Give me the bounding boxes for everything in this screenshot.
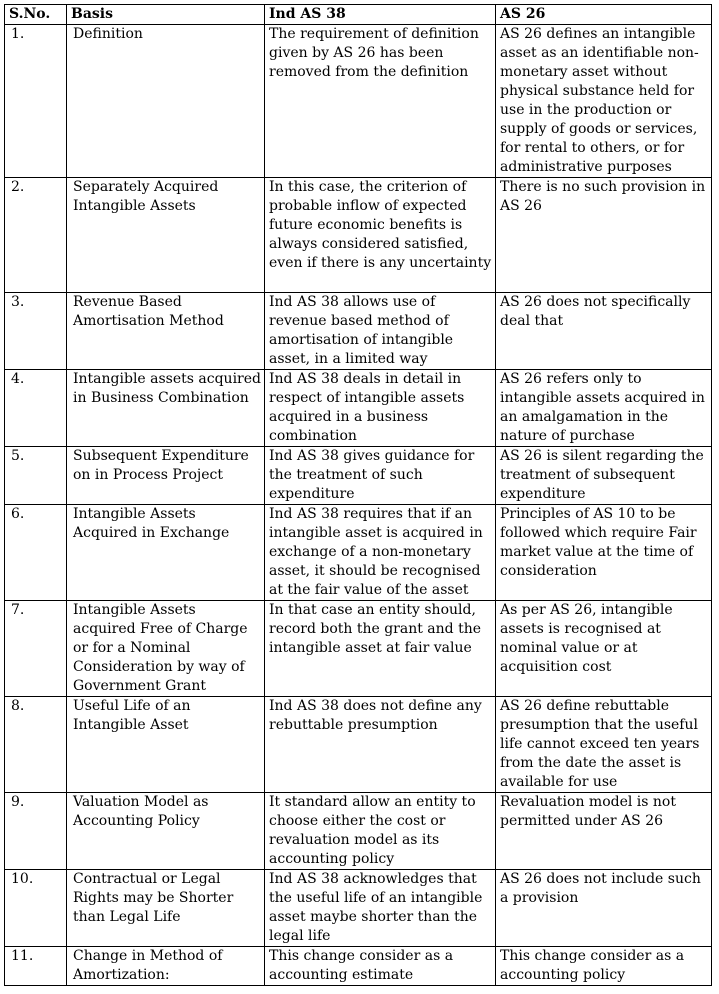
row-basis: Valuation Model as Accounting Policy xyxy=(67,793,265,870)
row-as-26: Revaluation model is not permitted under AS 26 xyxy=(496,793,712,870)
row-basis: Intangible Assets acquired Free of Charge or for a Nominal Consideration by way of Government Grant xyxy=(67,601,265,697)
row-as-26: As per AS 26, intangible assets is recognised at nominal value or at acquisition cost xyxy=(496,601,712,697)
row-sno: 6. xyxy=(5,505,67,601)
row-basis: Subsequent Expenditure on in Process Project xyxy=(67,447,265,505)
row-basis: Contractual or Legal Rights may be Shorter than Legal Life xyxy=(67,870,265,947)
header-sno: S.No. xyxy=(5,5,67,25)
row-as-26: This change consider as a accounting policy xyxy=(496,947,712,986)
table-row xyxy=(5,447,712,505)
row-as-26: AS 26 refers only to intangible assets acquired in an amalgamation in the nature of purchase xyxy=(496,370,712,447)
row-ind-as-38: Ind AS 38 does not define any rebuttable presumption xyxy=(265,697,496,793)
row-ind-as-38: The requirement of definition given by AS 26 has been removed from the definition xyxy=(265,25,496,178)
row-ind-as-38: Ind AS 38 allows use of revenue based method of amortisation of intangible asset, in a limited way xyxy=(265,293,496,370)
row-sno: 3. xyxy=(5,293,67,370)
row-ind-as-38: Ind AS 38 requires that if an intangible asset is acquired in exchange of a non-monetary asset, it should be recognised at the fair value of the asset xyxy=(265,505,496,601)
header-row xyxy=(5,5,712,25)
row-ind-as-38: In this case, the criterion of probable inflow of expected future economic benefits is always considered satisfied, even if there is any uncertainty xyxy=(265,178,496,293)
row-as-26: AS 26 does not specifically deal that xyxy=(496,293,712,370)
row-ind-as-38: Ind AS 38 deals in detail in respect of intangible assets acquired in a business combination xyxy=(265,370,496,447)
table-row xyxy=(5,601,712,697)
row-sno: 2. xyxy=(5,178,67,293)
row-sno: 11. xyxy=(5,947,67,986)
table-row xyxy=(5,793,712,870)
row-sno: 10. xyxy=(5,870,67,947)
row-as-26: AS 26 defines an intangible asset as an identifiable non-monetary asset without physical substance held for use in the production or supply of goods or services, for rental to others, or for administrative purposes xyxy=(496,25,712,178)
row-as-26: AS 26 is silent regarding the treatment of subsequent expenditure xyxy=(496,447,712,505)
table-row xyxy=(5,293,712,370)
row-sno: 1. xyxy=(5,25,67,178)
row-ind-as-38: In that case an entity should, record both the grant and the intangible asset at fair value xyxy=(265,601,496,697)
table-row xyxy=(5,25,712,178)
row-ind-as-38: It standard allow an entity to choose either the cost or revaluation model as its accounting policy xyxy=(265,793,496,870)
header-basis: Basis xyxy=(67,5,265,25)
row-as-26: AS 26 define rebuttable presumption that the useful life cannot exceed ten years from the date the asset is available for use xyxy=(496,697,712,793)
row-as-26: AS 26 does not include such a provision xyxy=(496,870,712,947)
row-sno: 7. xyxy=(5,601,67,697)
row-sno: 8. xyxy=(5,697,67,793)
row-as-26: There is no such provision in AS 26 xyxy=(496,178,712,293)
table-row xyxy=(5,947,712,986)
row-sno: 9. xyxy=(5,793,67,870)
table-row xyxy=(5,370,712,447)
row-sno: 4. xyxy=(5,370,67,447)
row-basis: Separately Acquired Intangible Assets xyxy=(67,178,265,293)
row-basis: Intangible assets acquired in Business Combination xyxy=(67,370,265,447)
table-row xyxy=(5,697,712,793)
row-as-26: Principles of AS 10 to be followed which require Fair market value at the time of consideration xyxy=(496,505,712,601)
table-row xyxy=(5,178,712,293)
table-row xyxy=(5,870,712,947)
row-basis: Change in Method of Amortization: xyxy=(67,947,265,986)
row-basis: Definition xyxy=(67,25,265,178)
table-row xyxy=(5,505,712,601)
row-ind-as-38: Ind AS 38 gives guidance for the treatment of such expenditure xyxy=(265,447,496,505)
row-basis: Useful Life of an Intangible Asset xyxy=(67,697,265,793)
header-ind-as-38: Ind AS 38 xyxy=(265,5,496,25)
row-sno: 5. xyxy=(5,447,67,505)
header-as-26: AS 26 xyxy=(496,5,712,25)
row-ind-as-38: Ind AS 38 acknowledges that the useful life of an intangible asset maybe shorter than the legal life xyxy=(265,870,496,947)
row-basis: Revenue Based Amortisation Method xyxy=(67,293,265,370)
comparison-table xyxy=(4,4,712,986)
row-basis: Intangible Assets Acquired in Exchange xyxy=(67,505,265,601)
row-ind-as-38: This change consider as a accounting estimate xyxy=(265,947,496,986)
